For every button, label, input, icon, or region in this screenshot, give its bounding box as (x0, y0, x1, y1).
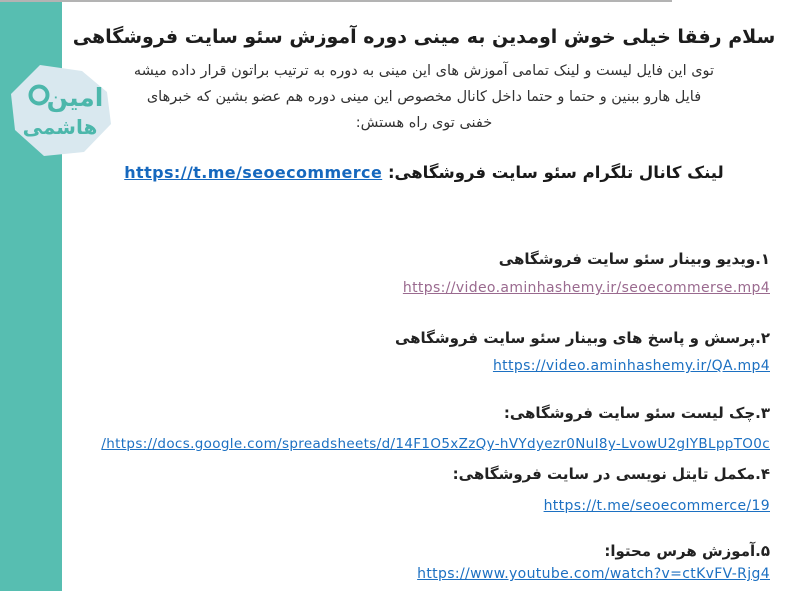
telegram-channel-link[interactable]: https://t.me/seoecommerce (124, 163, 383, 182)
intro-line: فایل هارو ببنین و حتما و حتما داخل کانال مخصوص این مینی دوره هم عضو بشین که خبرهای (146, 89, 702, 105)
item-link-checklist-spreadsheet[interactable]: /https://docs.google.com/spreadsheets/d/14F1O5xZzQy-hVYdyezr0NuI8y-LvowU2gIYBLppTO0c (101, 436, 770, 452)
document-page (62, 0, 786, 591)
intro-paragraph (62, 58, 786, 136)
list-item-3 (72, 402, 786, 452)
logo-text-first-name: امین (46, 83, 104, 112)
item-title: ۵.آموزش هرس محتوا: (604, 542, 770, 560)
item-title: ۱.ویدیو وبینار سئو سایت فروشگاهی (498, 250, 770, 268)
telegram-channel-line (62, 160, 786, 186)
item-link-webinar-video[interactable]: https://video.aminhashemy.ir/seoecommerse.mp4 (402, 280, 770, 296)
logo-text-last-name: هاشمی (22, 115, 98, 139)
item-link-title-writing[interactable]: https://t.me/seoecommerce/19 (543, 498, 770, 514)
item-title: ۴.مکمل تایتل نویسی در سایت فروشگاهی: (452, 465, 770, 483)
telegram-label: لینک کانال تلگرام سئو سایت فروشگاهی: (387, 163, 724, 182)
list-item-5 (72, 540, 786, 582)
intro-line: خفنی توی راه هستش: (355, 115, 493, 131)
list-item-2 (72, 327, 786, 374)
item-title: ۳.چک لیست سئو سایت فروشگاهی: (503, 404, 770, 422)
list-item-1 (72, 248, 786, 296)
item-title: ۲.پرسش و پاسخ های وبینار سئو سایت فروشگاهی (394, 329, 770, 347)
item-link-qa-video[interactable]: https://video.aminhashemy.ir/QA.mp4 (492, 358, 770, 374)
intro-line: توی این فایل لیست و لینک تمامی آموزش های این مینی به دوره به ترتیب براتون قرار داده میشه (133, 63, 715, 79)
list-item-4 (72, 463, 786, 514)
page-title: سلام رفقا خیلی خوش اومدین به مینی دوره آموزش سئو سایت فروشگاهی (72, 26, 776, 48)
item-link-content-pruning-video[interactable]: https://www.youtube.com/watch?v=ctKvFV-Rjg4 (417, 566, 770, 582)
